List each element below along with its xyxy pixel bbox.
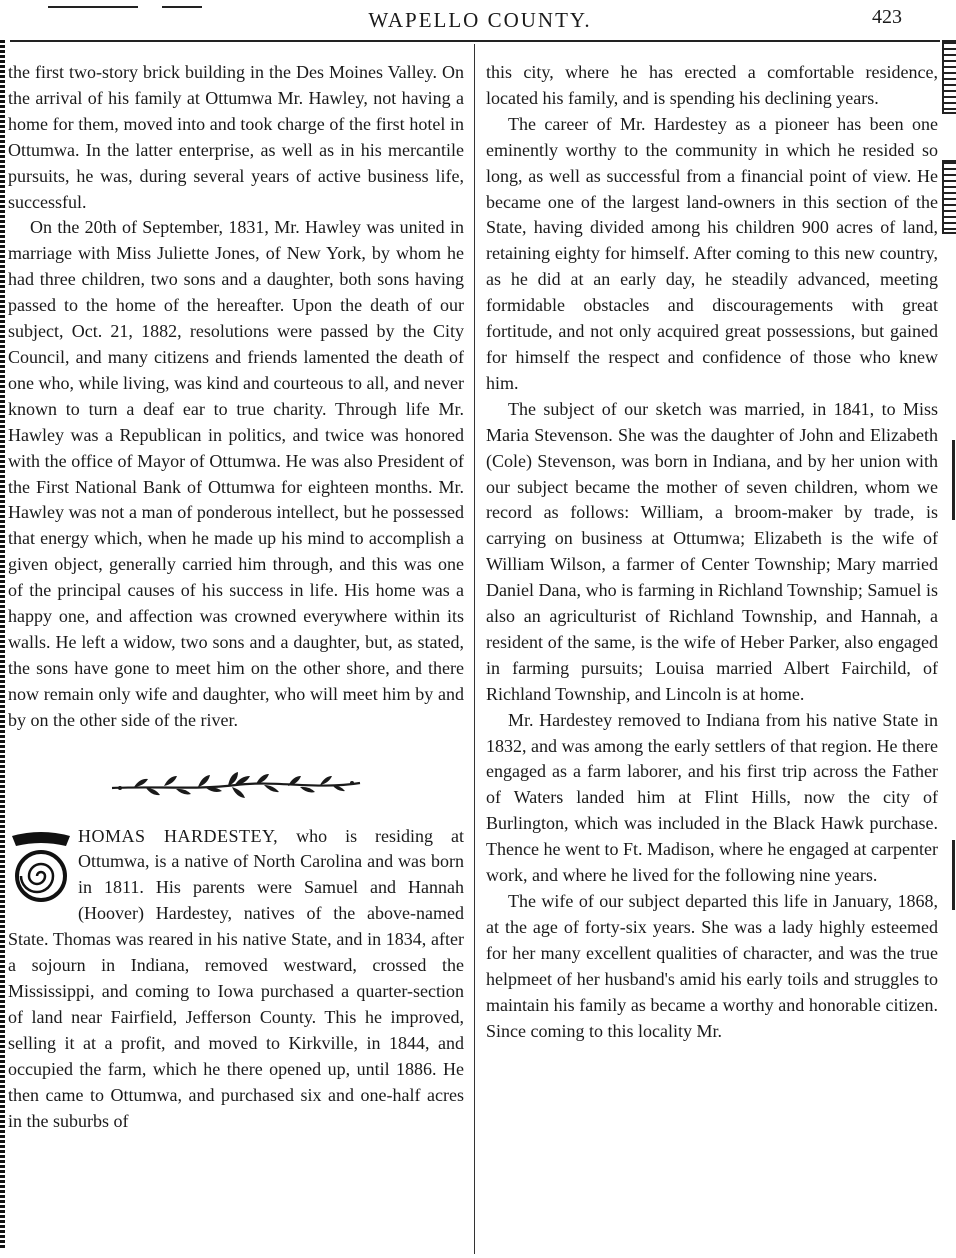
vine-ornament-icon xyxy=(106,768,366,802)
margin-ornament xyxy=(942,40,956,114)
paragraph: The wife of our subject departed this life in January, 1868, at the age of forty-six years. She was a lady highly esteemed for her many excellent qualities of character, and was the true helpmeet of her husband's amid his early toils and struggles to maintain his family as became a worthy and honorable citizen. Since coming to this locality Mr. xyxy=(486,891,938,1041)
paragraph: this city, where he has erected a comfortable residence, located his family, and is spending his declining years. xyxy=(486,62,938,108)
page-number: 423 xyxy=(872,6,902,28)
paragraph: Mr. Hardestey removed to Indiana from his native State in 1832, and was among the early settlers of that region. He there engaged as a farm laborer, and his first trip across the Father of Waters landed him at Flint Hills, now the city of Burlington, which was included in the Black Hawk purchase. Thence he went to Ft. Madison, where he engaged at carpenter work, and where he lived for the following nine years. xyxy=(486,709,938,886)
ornamental-dropcap xyxy=(8,828,74,904)
left-binding-edge xyxy=(0,40,5,1250)
left-column xyxy=(8,60,464,1134)
paragraph: On the 20th of September, 1831, Mr. Hawley was united in marriage with Miss Juliette Jones, of New York, by whom he had three children, two sons and a daughter, both sons having passed to the home of the hereafter. Upon the death of our subject, Oct. 21, 1882, resolutions were passed by the City Council, and many citizens and friends lamented the death of one who, while living, was kind and courteous to all, and never known to turn a deaf ear to true charity. Through life Mr. Hawley was a Republican in politics, and twice was honored with the office of Mayor of Ottumwa. He was also President of the First National Bank of Ottumwa for eighteen months. Mr. Hawley was not a man of ponderous intellect, but he possessed that energy which, when he made up his mind to accomplish a given object, generally carried him through, and this was one of the principal causes of his success in life. His home was a happy one, and affection was crowned everywhere within its walls. He left a widow, two sons and a daughter, but, as stated, the sons have gone to meet him on the other shore, and there now remain only wife and daughter, who will meet him by and by on the other side of the river. xyxy=(8,217,464,730)
paragraph: the first two-story brick building in the Des Moines Valley. On the arrival of his family at Ottumwa Mr. Hawley, not having a home for them, moved into and took charge of the first hotel in Ottumwa. In the latter enterprise, as well as in his mercantile pursuits, he was, during several years of active business life, successful. xyxy=(8,62,464,212)
header-rule xyxy=(10,40,940,42)
margin-ornament xyxy=(942,160,956,234)
right-column xyxy=(486,60,938,1044)
paragraph: The subject of our sketch was married, in 1841, to Miss Maria Stevenson. She was the daughter of John and Elizabeth (Cole) Stevenson, was born in Indiana, and by her union with our subject became the mother of seven children, whom we record as follows: William, a broom-maker by trade, is carrying on business at Ottumwa; Elizabeth is the wife of William Wilson, a farmer of Center Township; Mary married Daniel Dana, who is farming in Richland Township; Samuel is also an agriculturist of Richland Township, and Hannah, a resident of the same, is the wife of Heber Parker, also engaged in farming pursuits; Louisa married Albert Fairchild, of Richland Township, and Lincoln is at home. xyxy=(486,398,938,704)
header-fragment xyxy=(48,0,138,8)
biography-opening xyxy=(8,824,464,1135)
column-divider xyxy=(474,44,475,1254)
header-fragment xyxy=(162,0,202,8)
paragraph: The career of Mr. Hardestey as a pioneer has been one eminently worthy to the community in which he resided so long, as well as successful from a financial point of view. He became one of the largest land-owners in this section of the State, having divided among his children 900 acres of land, retaining eighty for himself. After coming to this new country, as he did at an early day, he steadily advanced, meeting formidable obstacles and discouragements with great fortitude, and not only acquired great possessions, but gained for himself the respect and confidence of those who knew him. xyxy=(486,113,938,393)
margin-mark xyxy=(952,840,955,910)
running-head: WAPELLO COUNTY. xyxy=(368,8,592,32)
subject-name: HOMAS HARDESTEY, xyxy=(78,825,279,846)
margin-mark xyxy=(952,440,955,520)
dropcap-letter: T xyxy=(40,867,42,869)
biography-text: who is residing at Ottumwa, is a native of North Carolina and was born in 1811. His parents were Samuel and Hannah (Hoover) Hardestey, natives of the above-named State. Thomas was reared in his native State, and in 1834, after a sojourn in Indiana, removed westward, crossed the Mississippi, and coming to Iowa purchased a quarter-section of land near Fairfield, Jefferson County. This he improved, selling it at a profit, and moved to Kirkville, in 1844, and occupied the farm, which he there opened up, until 1886. He then came to Ottumwa, and purchased six and one-half acres in the suburbs of xyxy=(8,825,464,1131)
